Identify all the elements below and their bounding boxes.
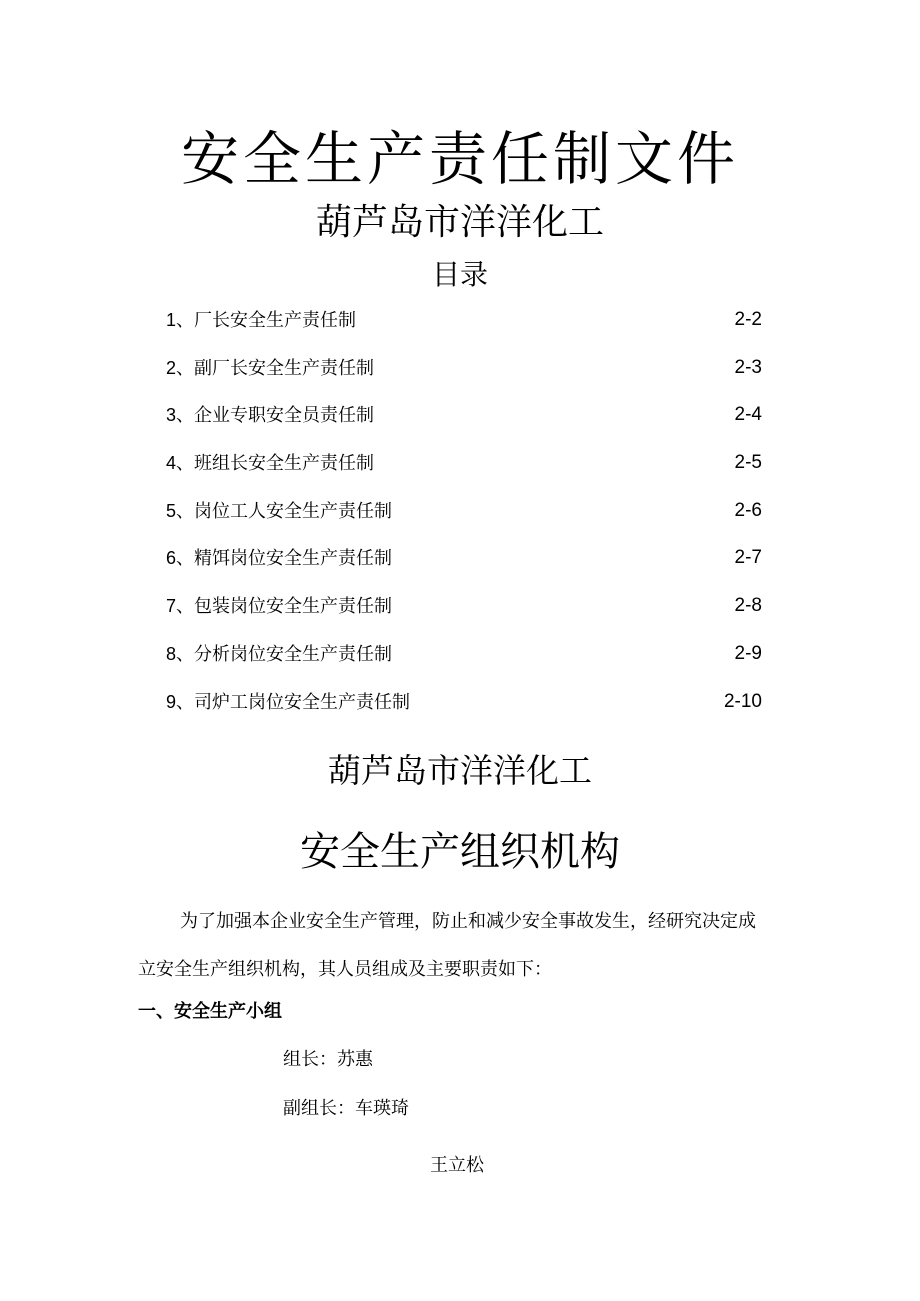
group-leader: 组长：苏惠 (283, 1049, 373, 1070)
toc-item-page: 2-9 (734, 642, 762, 664)
toc-item-separator: 、 (176, 500, 195, 522)
toc-item-separator: 、 (176, 596, 195, 618)
toc-item-page: 2-5 (734, 452, 762, 474)
group-member: 王立松 (430, 1155, 484, 1176)
toc-item-number: 4 (166, 453, 177, 474)
toc-item-separator: 、 (176, 405, 195, 427)
toc-item (166, 591, 762, 639)
toc-item-number: 7 (166, 596, 177, 617)
toc-item (166, 687, 762, 735)
toc-item (166, 639, 762, 687)
toc-item-title: 包装岗位安全生产责任制 (194, 596, 393, 618)
toc-item (166, 496, 762, 544)
toc-item-title: 副厂长安全生产责任制 (194, 357, 375, 379)
intro-paragraph: 为了加强本企业安全生产管理，防止和减少安全事故发生，经研究决定成立安全生产组织机构，其人员组成及主要职责如下： (138, 911, 756, 980)
toc-item (166, 543, 762, 591)
document-title: 安全生产责任制文件 (180, 125, 739, 193)
toc-item-separator: 、 (176, 691, 195, 713)
toc-item-number: 6 (166, 548, 177, 569)
toc-item-page: 2-6 (734, 499, 762, 521)
toc-item-number: 9 (166, 691, 177, 712)
deputy-group-leader: 副组长：车瑛琦 (283, 1098, 409, 1119)
toc-item-separator: 、 (176, 453, 195, 475)
toc-item-title: 司炉工岗位安全生产责任制 (194, 691, 411, 713)
section-title-organization: 安全生产组织机构 (300, 829, 620, 875)
toc-item (166, 448, 762, 496)
toc-item-number: 1 (166, 310, 177, 330)
toc-item-number: 3 (166, 405, 177, 426)
toc-item (166, 400, 762, 448)
toc-item-title: 岗位工人安全生产责任制 (194, 500, 393, 522)
toc-item-title: 厂长安全生产责任制 (194, 310, 357, 331)
toc-item-number: 8 (166, 643, 177, 664)
toc-item-page: 2-10 (723, 690, 762, 712)
toc-item-separator: 、 (176, 643, 195, 665)
toc-item-title: 分析岗位安全生产责任制 (194, 643, 393, 665)
toc-item-number: 2 (166, 357, 177, 378)
toc-item-number: 5 (166, 500, 177, 521)
toc-item-page: 2-7 (734, 547, 762, 569)
company-name-secondary: 葫芦岛市洋洋化工 (328, 751, 592, 790)
toc-item-title: 班组长安全生产责任制 (194, 453, 375, 475)
table-of-contents (166, 305, 762, 734)
toc-item-page: 2-8 (734, 595, 762, 617)
toc-item (166, 353, 762, 401)
toc-heading: 目录 (431, 258, 488, 291)
toc-item-separator: 、 (176, 357, 195, 379)
toc-item-page: 2-2 (734, 309, 762, 330)
toc-item-page: 2-3 (734, 356, 762, 378)
toc-item-separator: 、 (176, 548, 195, 570)
company-name: 葫芦岛市洋洋化工 (315, 202, 604, 243)
toc-item-title: 精饵岗位安全生产责任制 (194, 548, 393, 570)
toc-item (166, 305, 762, 353)
toc-item-title: 企业专职安全员责任制 (194, 405, 375, 427)
section-heading-safety-group: 一、安全生产小组 (138, 1001, 282, 1022)
toc-item-separator: 、 (176, 310, 195, 331)
toc-item-page: 2-4 (734, 404, 762, 426)
